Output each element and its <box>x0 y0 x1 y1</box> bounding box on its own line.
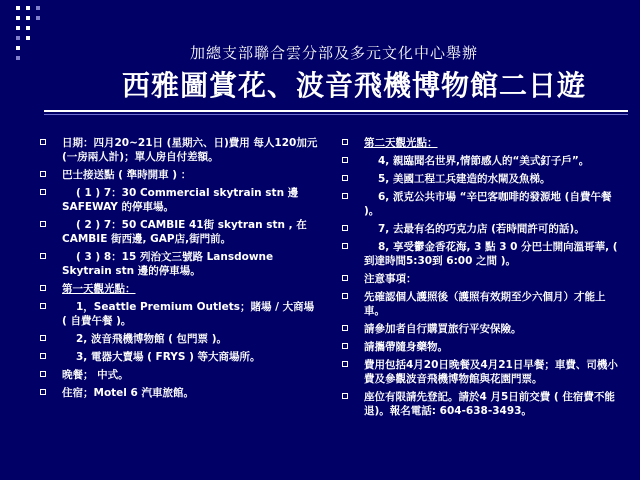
list-item <box>38 386 320 400</box>
square-bullet-icon <box>342 225 348 231</box>
list-item-text: 2, 波音飛機博物館 ( 包門票 )。 <box>76 333 228 345</box>
right-column-list <box>340 136 622 422</box>
list-item <box>340 136 622 150</box>
list-item <box>340 322 622 336</box>
square-bullet-icon <box>342 343 348 349</box>
list-item-text: 先確認個人護照後（護照有效期至少六個月）才能上車。 <box>364 291 606 317</box>
list-item-text: ( 2 ) 7：50 CAMBIE 41街 skytran stn , 在 CAMBIE 街西邊, GAP店,街門前。 <box>62 219 307 245</box>
list-item-text: 日期：四月20~21日 (星期六、日)費用 每人120加元 (一房兩人計)；單人房自付差額。 <box>62 137 318 163</box>
list-item <box>38 350 320 364</box>
decorative-dot <box>16 6 20 10</box>
list-item-text: 巴士接送點 ( 準時開車 ) ： <box>62 169 192 181</box>
square-bullet-icon <box>342 275 348 281</box>
decorative-dot <box>16 56 20 60</box>
page-title: 西雅圖賞花、波音飛機博物館二日遊 <box>122 69 587 102</box>
square-bullet-icon <box>40 221 46 227</box>
list-item-text: 第二天觀光點： <box>364 137 438 149</box>
square-bullet-icon <box>342 193 348 199</box>
list-item <box>38 282 320 296</box>
square-bullet-icon <box>40 371 46 377</box>
decorative-dot <box>16 36 20 40</box>
square-bullet-icon <box>342 175 348 181</box>
square-bullet-icon <box>342 393 348 399</box>
list-item <box>340 290 622 318</box>
square-bullet-icon <box>40 303 46 309</box>
list-item-text: 晚餐； 中式。 <box>62 369 129 381</box>
list-item-text: 3, 電器大賣場 ( FRYS ) 等大商場所。 <box>76 351 261 363</box>
list-item-text: 6, 派克公共市場 “辛巴客咖啡的發源地 (自費午餐 )。 <box>364 191 612 217</box>
square-bullet-icon <box>40 353 46 359</box>
square-bullet-icon <box>40 171 46 177</box>
list-item-text: 7, 去最有名的巧克力店 (若時間許可的話)。 <box>378 223 585 235</box>
list-item <box>38 218 320 246</box>
square-bullet-icon <box>342 361 348 367</box>
left-column-list <box>38 136 320 404</box>
list-item <box>38 186 320 214</box>
decorative-dot <box>16 46 20 50</box>
square-bullet-icon <box>342 293 348 299</box>
list-item <box>340 340 622 354</box>
decorative-dot <box>36 16 40 20</box>
list-item <box>340 190 622 218</box>
list-item-text: ( 1 ) 7：30 Commercial skytrain stn 邊 SAFEWAY 的停車場。 <box>62 187 299 213</box>
list-item-text: ( 3 ) 8：15 列治文三號路 Lansdowne Skytrain stn 邊的停車場。 <box>62 251 274 277</box>
square-bullet-icon <box>342 243 348 249</box>
square-bullet-icon <box>40 389 46 395</box>
decorative-dot <box>16 26 20 30</box>
list-item-text: 請參加者自行購買旅行平安保險。 <box>364 323 522 335</box>
list-item <box>340 154 622 168</box>
square-bullet-icon <box>40 335 46 341</box>
list-item <box>38 136 320 164</box>
list-item-text: 請攜帶隨身藥物。 <box>364 341 448 353</box>
list-item <box>340 390 622 418</box>
list-item <box>340 358 622 386</box>
decorative-dot <box>26 6 30 10</box>
square-bullet-icon <box>40 285 46 291</box>
list-item-text: 1，Seattle Premium Outlets；賭場 / 大商場 ( 自費午餐 )。 <box>62 301 315 327</box>
decorative-dots <box>12 6 48 70</box>
square-bullet-icon <box>40 189 46 195</box>
list-item-text: 注意事項： <box>364 273 417 285</box>
list-item <box>38 368 320 382</box>
decorative-dot <box>26 36 30 40</box>
list-item-text: 4, 親臨聞名世界,情節感人的“美式釘子戶”。 <box>378 155 590 167</box>
decorative-dot <box>36 6 40 10</box>
square-bullet-icon <box>40 139 46 145</box>
title-divider-shadow <box>44 114 628 115</box>
list-item <box>340 222 622 236</box>
title-divider <box>44 110 628 112</box>
list-item <box>38 332 320 346</box>
list-item-text: 座位有限請先登記。請於4 月5日前交費 ( 住宿費不能退)。報名電話: 604-638-3493。 <box>364 391 615 417</box>
decorative-dot <box>16 16 20 20</box>
square-bullet-icon <box>342 157 348 163</box>
list-item-text: 第一天觀光點： <box>62 283 136 295</box>
list-item <box>340 272 622 286</box>
list-item-text: 住宿；Motel 6 汽車旅館。 <box>62 387 195 399</box>
list-item <box>340 240 622 268</box>
decorative-dot <box>26 26 30 30</box>
list-item-text: 5, 美國工程工兵建造的水閘及魚梯。 <box>378 173 551 185</box>
list-item <box>38 168 320 182</box>
list-item-text: 8, 享受鬱金香花海, 3 點 3 0 分巴士開向溫哥華, ( 到達時間5:30到 6:00 之間 )。 <box>364 241 618 267</box>
list-item-text: 費用包括4月20日晚餐及4月21日早餐；車費、司機小費及參觀波音飛機博物館與花園門票。 <box>364 359 618 385</box>
list-item <box>38 300 320 328</box>
square-bullet-icon <box>40 253 46 259</box>
decorative-dot <box>26 16 30 20</box>
list-item <box>38 250 320 278</box>
square-bullet-icon <box>342 139 348 145</box>
page-subtitle: 加總支部聯合雲分部及多元文化中心舉辦 <box>190 44 479 62</box>
list-item <box>340 172 622 186</box>
square-bullet-icon <box>342 325 348 331</box>
